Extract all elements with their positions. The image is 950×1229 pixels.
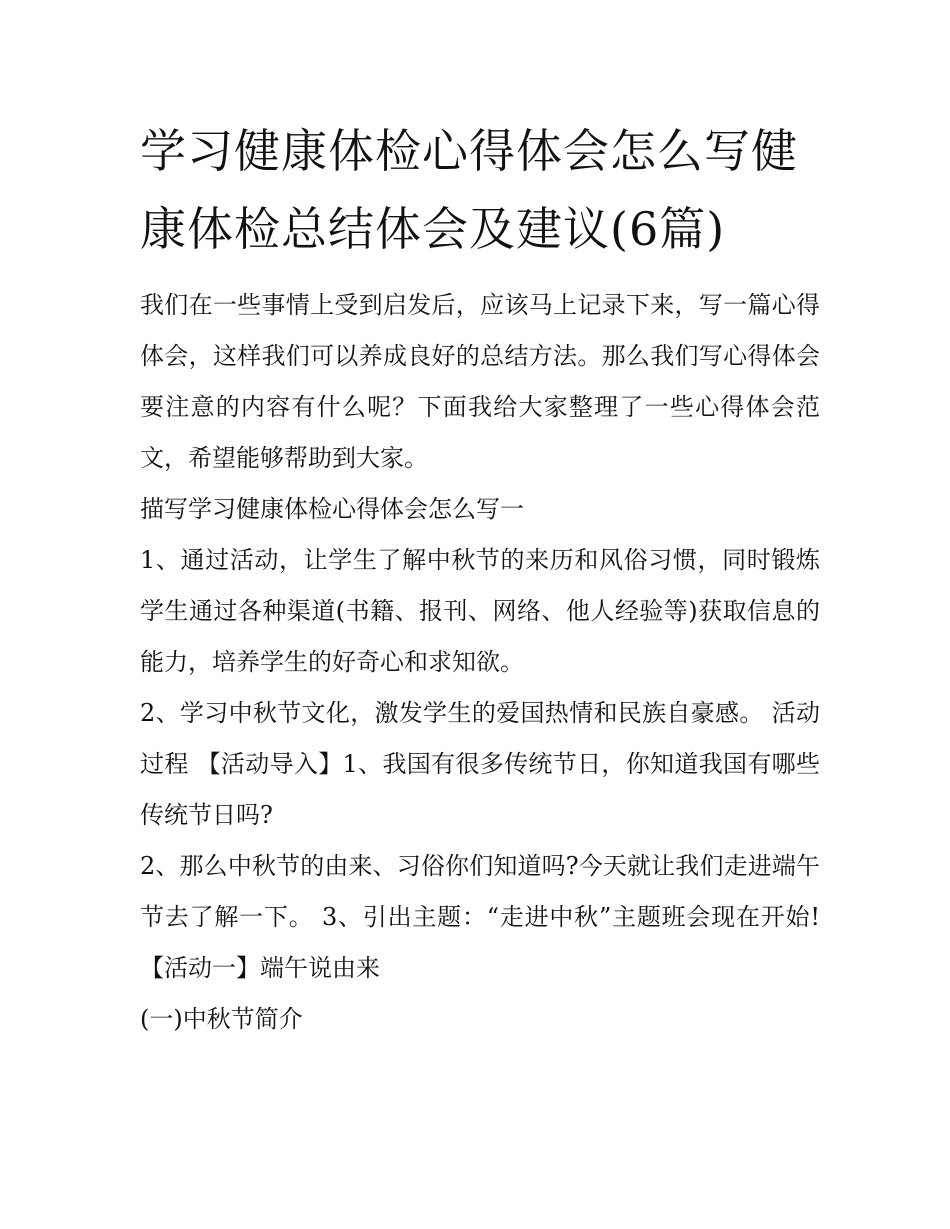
list-item-1: 1、通过活动，让学生了解中秋节的来历和风俗习惯，同时锻炼学生通过各种渠道(书籍、报刊、网络、他人经验等)获取信息的能力，培养学生的好奇心和求知欲。 [140, 546, 820, 676]
list-item-2: 2、学习中秋节文化，激发学生的爱国热情和民族自豪感。 活动过程 【活动导入】1、我国有很多传统节日，你知道我国有哪些传统节日吗? [140, 699, 820, 829]
subsection-heading: (一)中秋节简介 [140, 1005, 303, 1033]
document-content [140, 112, 820, 1045]
list-item-3: 2、那么中秋节的由来、习俗你们知道吗?今天就让我们走进端午节去了解一下。 3、引出主题：“走进中秋”主题班会现在开始! 【活动一】端午说由来 [140, 852, 820, 982]
document-title: 学习健康体检心得体会怎么写健康体检总结体会及建议(6篇) [140, 124, 798, 256]
intro-paragraph: 我们在一些事情上受到启发后，应该马上记录下来，写一篇心得体会，这样我们可以养成良好的总结方法。那么我们写心得体会要注意的内容有什么呢？下面我给大家整理了一些心得体会范文，希望能够帮助到大家。 [140, 291, 820, 472]
section-heading: 描写学习健康体检心得体会怎么写一 [140, 495, 524, 523]
